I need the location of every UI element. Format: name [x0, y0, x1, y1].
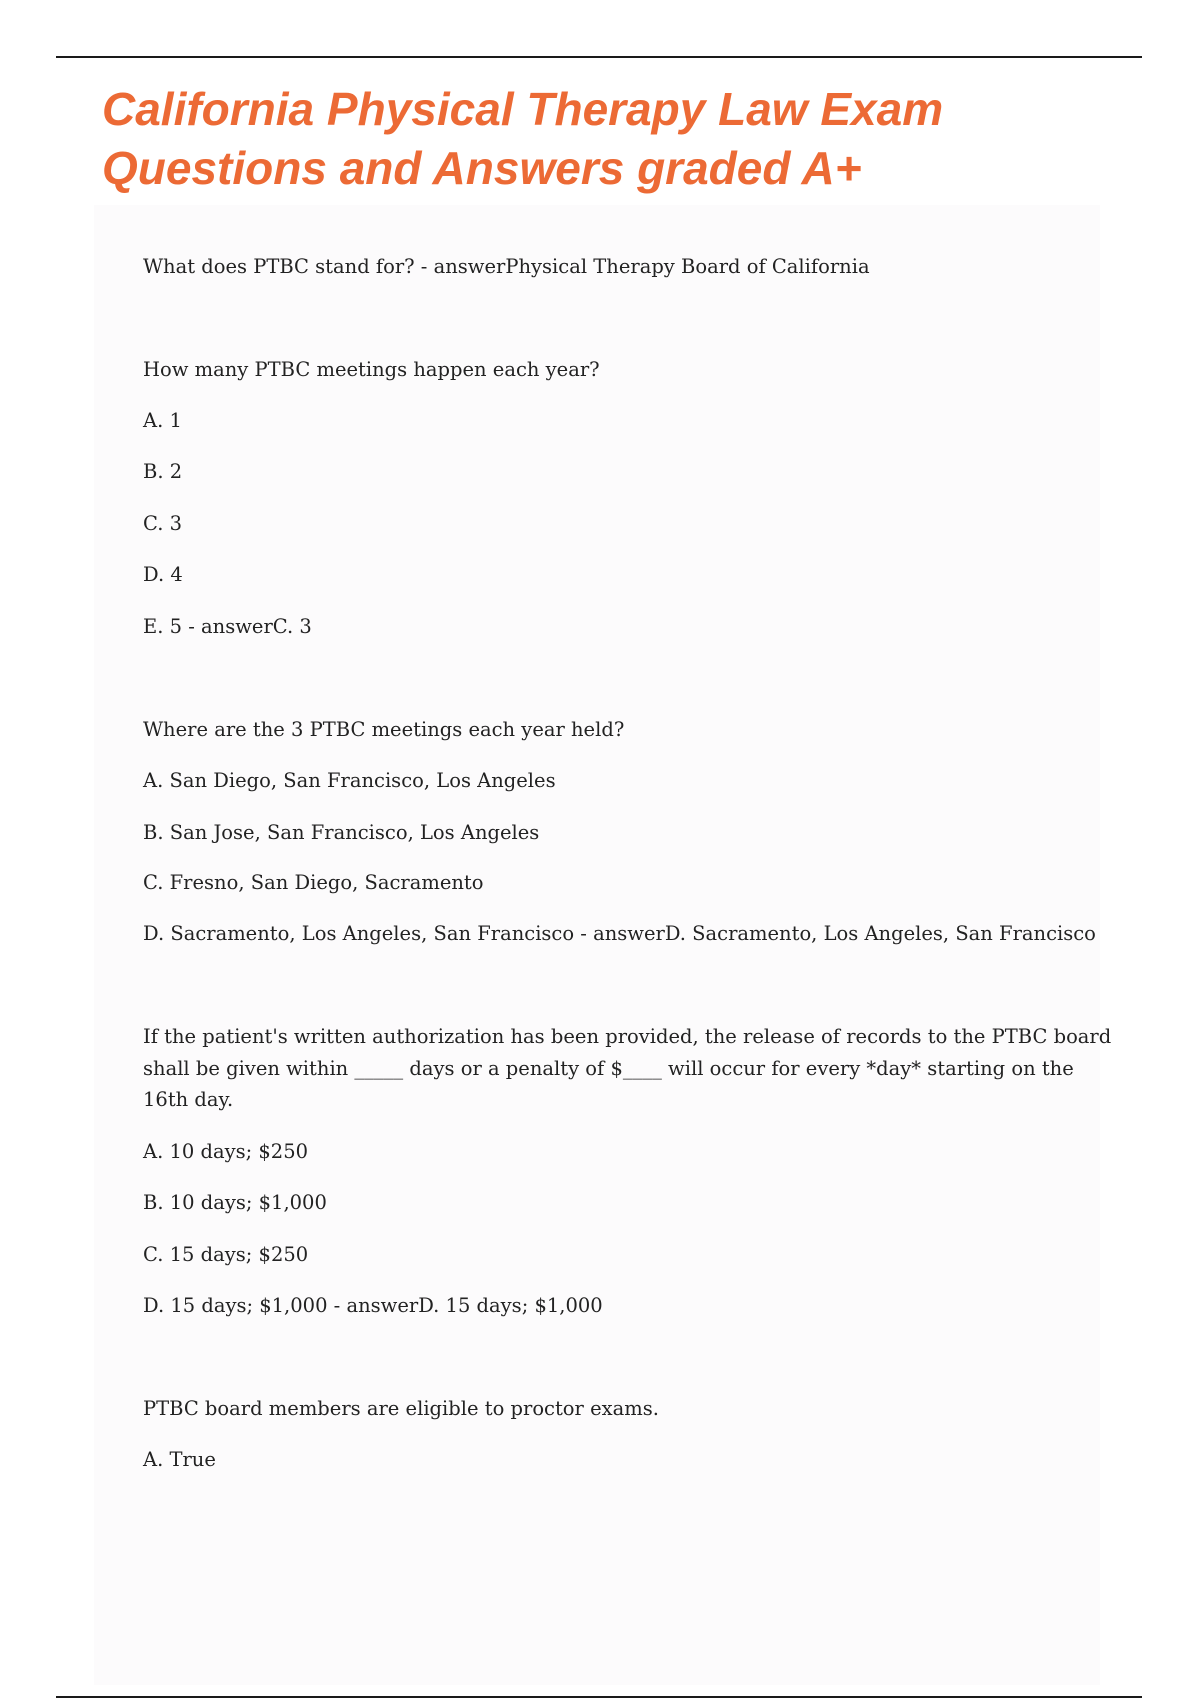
q4-question-line-1: If the patient's written authorization has been provided, the release of records to the PTBC board	[143, 1025, 1112, 1048]
document-title	[102, 80, 1102, 198]
q4-option-b: B. 10 days; $1,000	[143, 1191, 327, 1214]
q2-question: How many PTBC meetings happen each year?	[143, 358, 600, 381]
q3-option-a: A. San Diego, San Francisco, Los Angeles	[143, 769, 556, 792]
q5-question: PTBC board members are eligible to proctor exams.	[143, 1397, 659, 1420]
q4-option-a: A. 10 days; $250	[143, 1140, 309, 1163]
title-line-2: Questions and Answers graded A+	[102, 142, 862, 194]
q3-option-b: B. San Jose, San Francisco, Los Angeles	[143, 821, 540, 844]
q5-option-a: A. True	[143, 1448, 216, 1471]
q2-option-d: D. 4	[143, 563, 183, 586]
top-rule	[56, 56, 1142, 58]
title-line-1: California Physical Therapy Law Exam	[102, 83, 944, 135]
q3-option-d: D. Sacramento, Los Angeles, San Francisco - answerD. Sacramento, Los Angeles, San Francisco	[143, 922, 1096, 945]
q4-question-line-2: shall be given within _____ days or a penalty of $____ will occur for every *day* starting on the	[143, 1057, 1074, 1080]
q2-option-b: B. 2	[143, 460, 183, 483]
bottom-rule	[56, 1696, 1142, 1698]
q3-option-c: C. Fresno, San Diego, Sacramento	[143, 871, 484, 894]
q1-text: What does PTBC stand for? - answerPhysical Therapy Board of California	[143, 255, 870, 278]
q4-option-c: C. 15 days; $250	[143, 1243, 309, 1266]
q2-option-c: C. 3	[143, 512, 183, 535]
q2-option-a: A. 1	[143, 409, 182, 432]
q3-question: Where are the 3 PTBC meetings each year held?	[143, 718, 625, 741]
q2-option-e: E. 5 - answerC. 3	[143, 615, 312, 638]
q4-question-line-3: 16th day.	[143, 1088, 234, 1111]
q4-option-d: D. 15 days; $1,000 - answerD. 15 days; $1,000	[143, 1294, 603, 1317]
